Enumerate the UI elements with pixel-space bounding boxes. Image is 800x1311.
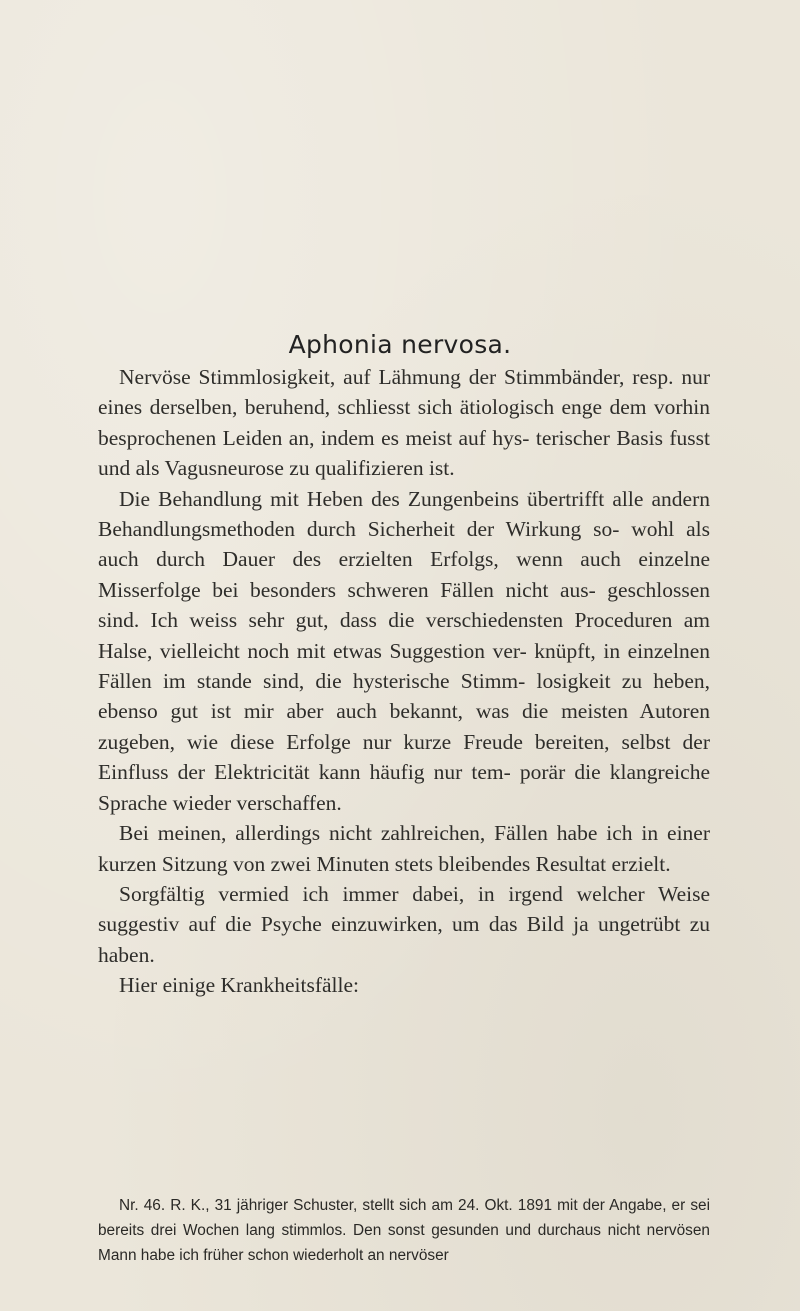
section-title: Aphonia nervosa. (288, 330, 512, 359)
paragraph-1: Nervöse Stimmlosigkeit, auf Lähmung der Stimmbänder, resp. nur eines derselben, beruhend, schliesst sich ätiologisch enge dem vorhin besprochenen Leiden an, indem es meist auf hys- terischer Basis fusst und als Vagusneurose zu qualifizieren ist. (98, 365, 710, 481)
paragraph-3: Bei meinen, allerdings nicht zahlreichen, Fällen habe ich in einer kurzen Sitzung von zwei Minuten stets bleibendes Resultat erzielt. (98, 821, 710, 876)
case-note-text: Nr. 46. R. K., 31 jähriger Schuster, stellt sich am 24. Okt. 1891 mit der Angabe, er sei bereits drei Wochen lang stimmlos. Den sonst gesunden und durchaus nicht nervösen Mann habe ich früher schon wiederholt an nervöser (98, 1197, 710, 1264)
paragraph-5: Hier einige Krankheitsfälle: (119, 973, 359, 998)
paragraph-2: Die Behandlung mit Heben des Zungenbeins übertrifft alle andern Behandlungsmethoden durch Sicherheit der Wirkung so- wohl als auch durch Dauer des erzielten Erfolgs, wenn auch einzelne Misserfolge bei besonders schweren Fällen nicht aus- geschlossen sind. Ich weiss sehr gut, dass die verschiedensten Proceduren am Halse, vielleicht noch mit etwas Suggestion ver- knüpft, in einzelnen Fällen im stande sind, die hysterische Stimm- losigkeit zu heben, ebenso gut ist mir aber auch bekannt, was die meisten Autoren zugeben, wie diese Erfolge nur kurze Freude bereiten, selbst der Einfluss der Elektricität kann häufig nur tem- porär die klangreiche Sprache wieder verschaffen. (98, 486, 710, 815)
case-note (98, 1193, 710, 1268)
paragraph-4: Sorgfältig vermied ich immer dabei, in irgend welcher Weise suggestiv auf die Psyche einzuwirken, um das Bild ja ungetrübt zu haben. (98, 881, 710, 967)
main-text (98, 362, 710, 1001)
